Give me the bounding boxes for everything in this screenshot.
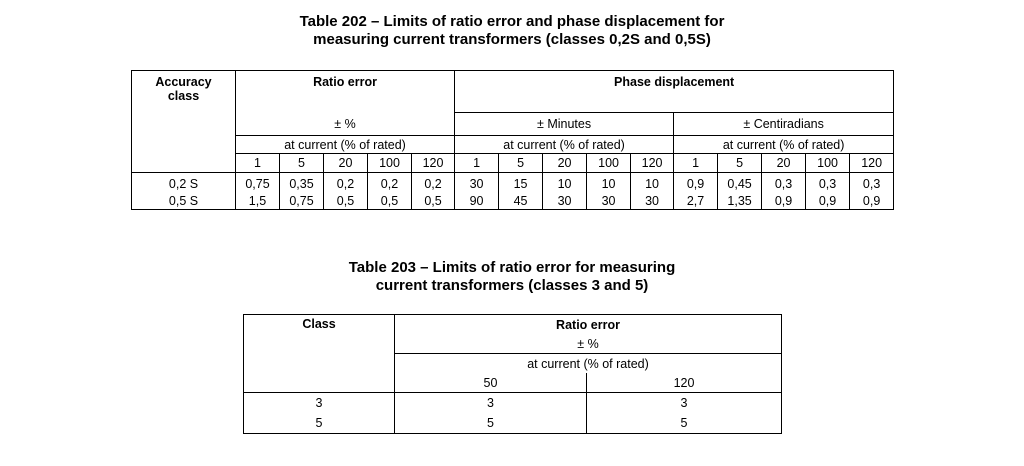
table-202-title: [0, 13, 1024, 49]
table-202-title-line1: Table 202 – Limits of ratio error and phase displacement for: [299, 13, 725, 30]
table-203-title-line2: current transformers (classes 3 and 5): [375, 277, 649, 294]
ratio-cell: 3: [395, 393, 587, 414]
minutes-cell: 90: [455, 192, 499, 210]
table-202-title-line2: measuring current transformers (classes 0,2S and 0,5S): [313, 31, 711, 48]
ratio-cell: 0,2: [368, 173, 412, 193]
current-header: 120: [850, 154, 894, 173]
minutes-cell: 10: [543, 173, 587, 193]
accuracy-class-header: [132, 71, 236, 173]
current-header: 20: [543, 154, 587, 173]
centiradians-cell: 0,3: [762, 173, 806, 193]
class-header: Class: [244, 315, 395, 393]
current-header: 1: [236, 154, 280, 173]
centiradians-cell: 0,9: [674, 173, 718, 193]
ratio-cell: 0,75: [236, 173, 280, 193]
ratio-cell: 0,5: [412, 192, 455, 210]
centiradians-cell: 1,35: [718, 192, 762, 210]
ratio-at-current: at current (% of rated): [236, 136, 455, 154]
ratio-cell: 5: [587, 413, 782, 434]
current-header: 1: [455, 154, 499, 173]
minutes-cell: 30: [543, 192, 587, 210]
centiradians-cell: 0,9: [850, 192, 894, 210]
ratio-cell: 0,5: [324, 192, 368, 210]
table-203-title-line1: Table 203 – Limits of ratio error for measuring: [348, 259, 676, 276]
phase-unit-minutes: ± Minutes: [455, 113, 674, 136]
current-header: 1: [674, 154, 718, 173]
ratio-cell: 5: [395, 413, 587, 434]
table-row: [244, 393, 782, 414]
centiradians-at-current: at current (% of rated): [674, 136, 894, 154]
table-202: [131, 70, 894, 210]
ratio-cell: 0,35: [280, 173, 324, 193]
accuracy-class-header-line1: Accuracy: [155, 75, 212, 89]
centiradians-cell: 0,45: [718, 173, 762, 193]
centiradians-cell: 2,7: [674, 192, 718, 210]
phase-unit-centiradians: ± Centiradians: [674, 113, 894, 136]
ratio-error-header: Ratio error: [236, 71, 455, 113]
ratio-at-current: at current (% of rated): [395, 354, 782, 374]
minutes-cell: 15: [499, 173, 543, 193]
minutes-cell: 30: [631, 192, 674, 210]
minutes-at-current: at current (% of rated): [455, 136, 674, 154]
current-header: 20: [324, 154, 368, 173]
class-cell: 5: [244, 413, 395, 434]
minutes-cell: 45: [499, 192, 543, 210]
ratio-unit-percent: ± %: [236, 113, 455, 136]
class-cell: 0,2 S: [132, 173, 236, 193]
centiradians-cell: 0,3: [850, 173, 894, 193]
current-header: 20: [762, 154, 806, 173]
ratio-unit-percent: ± %: [395, 334, 782, 354]
current-header: 100: [806, 154, 850, 173]
table-row: [244, 413, 782, 434]
ratio-cell: 3: [587, 393, 782, 414]
accuracy-class-header-line2: class: [167, 89, 200, 103]
minutes-cell: 10: [631, 173, 674, 193]
centiradians-cell: 0,9: [806, 192, 850, 210]
table-203-title: [0, 259, 1024, 295]
ratio-cell: 0,2: [412, 173, 455, 193]
minutes-cell: 30: [455, 173, 499, 193]
centiradians-cell: 0,9: [762, 192, 806, 210]
ratio-cell: 1,5: [236, 192, 280, 210]
current-header: 100: [587, 154, 631, 173]
ratio-cell: 0,2: [324, 173, 368, 193]
current-header: 5: [280, 154, 324, 173]
ratio-cell: 0,5: [368, 192, 412, 210]
class-cell: 3: [244, 393, 395, 414]
current-header: 50: [395, 373, 587, 393]
current-header: 120: [412, 154, 455, 173]
class-cell: 0,5 S: [132, 192, 236, 210]
table-row: [132, 173, 894, 193]
current-header: 120: [631, 154, 674, 173]
current-header: 5: [499, 154, 543, 173]
minutes-cell: 30: [587, 192, 631, 210]
table-203: [243, 314, 782, 434]
minutes-cell: 10: [587, 173, 631, 193]
current-header: 100: [368, 154, 412, 173]
phase-displacement-header: Phase displacement: [455, 71, 894, 113]
ratio-error-header: Ratio error: [395, 315, 782, 335]
ratio-cell: 0,75: [280, 192, 324, 210]
table-row: [132, 192, 894, 210]
current-header: 5: [718, 154, 762, 173]
centiradians-cell: 0,3: [806, 173, 850, 193]
current-header: 120: [587, 373, 782, 393]
